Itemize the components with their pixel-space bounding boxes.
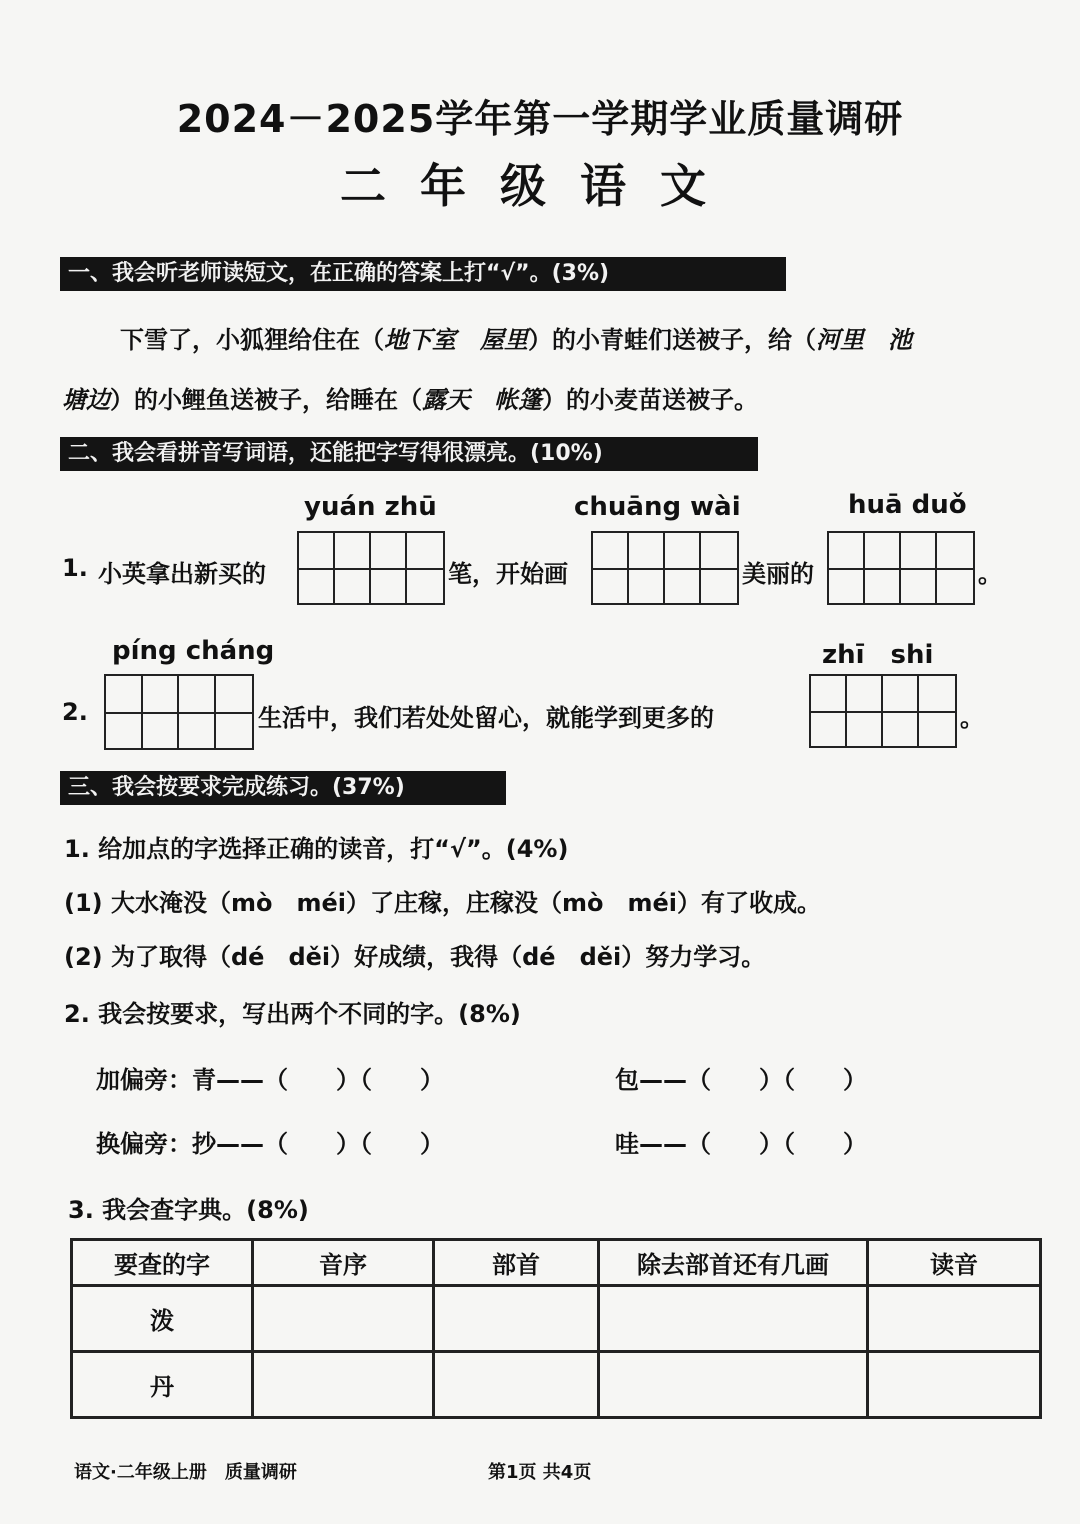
answer-cell[interactable] bbox=[868, 1352, 1041, 1418]
table-header: 音序 bbox=[253, 1240, 434, 1286]
grid-cell[interactable] bbox=[143, 676, 180, 748]
s3-q2-swap-left: 换偏旁：抄——（ ）（ ） bbox=[96, 1130, 444, 1158]
s3-q2-add-left: 加偏旁：青——（ ）（ ） bbox=[96, 1066, 444, 1094]
table-row bbox=[72, 1352, 1041, 1418]
choice-3: 露天 帐篷 bbox=[422, 385, 542, 414]
dictionary-table bbox=[70, 1238, 1042, 1419]
grid-cell[interactable] bbox=[811, 676, 847, 746]
write-grid-chuangwai[interactable] bbox=[591, 531, 739, 605]
table-cell: 泼 bbox=[72, 1286, 253, 1352]
section1-line2-b: ）的小麦苗送被子。 bbox=[542, 386, 758, 414]
s3-q1-item1: (1) 大水淹没（mò méi）了庄稼，庄稼没（mò méi）有了收成。 bbox=[64, 889, 822, 917]
answer-cell[interactable] bbox=[599, 1286, 868, 1352]
pinyin-huaduo: huā duǒ bbox=[848, 490, 967, 520]
grid-cell[interactable] bbox=[179, 676, 216, 748]
section1-line1-a: 下雪了，小狐狸给住在（ bbox=[120, 326, 384, 354]
write-grid-yuanzhu[interactable] bbox=[297, 531, 445, 605]
answer-cell[interactable] bbox=[868, 1286, 1041, 1352]
grid-cell[interactable] bbox=[299, 533, 335, 603]
section1-line2 bbox=[62, 380, 758, 415]
answer-cell[interactable] bbox=[434, 1286, 599, 1352]
table-header: 除去部首还有几画 bbox=[599, 1240, 868, 1286]
section1-line2-a: ）的小鲤鱼送被子，给睡在（ bbox=[110, 386, 422, 414]
grid-cell[interactable] bbox=[829, 533, 865, 603]
s3-q2-add-right: 包——（ ）（ ） bbox=[615, 1066, 867, 1094]
answer-cell[interactable] bbox=[253, 1352, 434, 1418]
footer-left: 语文·二年级上册 质量调研 bbox=[74, 1462, 297, 1483]
q2-end: 。 bbox=[960, 704, 984, 732]
write-grid-zhishi[interactable] bbox=[809, 674, 957, 748]
grid-cell[interactable] bbox=[847, 676, 883, 746]
grid-cell[interactable] bbox=[901, 533, 937, 603]
pinyin-yuanzhu: yuán zhū bbox=[304, 492, 437, 522]
q1-text-a: 小英拿出新买的 bbox=[98, 560, 266, 588]
q1-end: 。 bbox=[978, 560, 1002, 588]
grid-cell[interactable] bbox=[919, 676, 955, 746]
s3-q1-title: 1. 给加点的字选择正确的读音，打“√”。(4%) bbox=[64, 835, 569, 863]
pinyin-pingchang: píng cháng bbox=[112, 636, 275, 666]
grid-cell[interactable] bbox=[665, 533, 701, 603]
grid-cell[interactable] bbox=[216, 676, 253, 748]
page-number: 第1页 共4页 bbox=[488, 1462, 592, 1483]
exam-title: 2024－2025学年第一学期学业质量调研 bbox=[176, 97, 904, 141]
q1-text-b: 笔，开始画 bbox=[448, 560, 568, 588]
q2-number: 2. bbox=[62, 698, 88, 726]
grid-cell[interactable] bbox=[701, 533, 737, 603]
choice-1: 地下室 屋里 bbox=[384, 325, 528, 354]
grid-cell[interactable] bbox=[629, 533, 665, 603]
table-header: 部首 bbox=[434, 1240, 599, 1286]
s3-q3-title: 3. 我会查字典。(8%) bbox=[68, 1196, 309, 1224]
exam-subtitle: 二年级语文 bbox=[340, 159, 740, 213]
choice-2a: 河里 池 bbox=[816, 325, 912, 354]
q2-text-a: 生活中，我们若处处留心，就能学到更多的 bbox=[258, 704, 714, 732]
section2-heading: 二、我会看拼音写词语，还能把字写得很漂亮。(10%) bbox=[60, 437, 758, 471]
grid-cell[interactable] bbox=[335, 533, 371, 603]
section1-heading: 一、我会听老师读短文，在正确的答案上打“√”。(3%) bbox=[60, 257, 786, 291]
choice-2b: 塘边 bbox=[62, 385, 110, 414]
answer-cell[interactable] bbox=[434, 1352, 599, 1418]
s3-q2-swap-right: 哇——（ ）（ ） bbox=[615, 1130, 867, 1158]
grid-cell[interactable] bbox=[371, 533, 407, 603]
section3-heading: 三、我会按要求完成练习。(37%) bbox=[60, 771, 506, 805]
grid-cell[interactable] bbox=[106, 676, 143, 748]
s3-q1-item2: (2) 为了取得（dé děi）好成绩，我得（dé děi）努力学习。 bbox=[64, 943, 766, 971]
table-header-row bbox=[72, 1240, 1041, 1286]
table-header: 读音 bbox=[868, 1240, 1041, 1286]
answer-cell[interactable] bbox=[253, 1286, 434, 1352]
answer-cell[interactable] bbox=[599, 1352, 868, 1418]
q1-number: 1. bbox=[62, 554, 88, 582]
pinyin-chuangwai: chuāng wài bbox=[574, 492, 741, 522]
table-cell: 丹 bbox=[72, 1352, 253, 1418]
pinyin-zhishi: zhī shi bbox=[822, 640, 934, 670]
grid-cell[interactable] bbox=[407, 533, 443, 603]
write-grid-huaduo[interactable] bbox=[827, 531, 975, 605]
section1-line1-b: ）的小青蛙们送被子，给（ bbox=[528, 326, 816, 354]
q1-text-c: 美丽的 bbox=[742, 560, 814, 588]
table-row bbox=[72, 1286, 1041, 1352]
write-grid-pingchang[interactable] bbox=[104, 674, 254, 750]
grid-cell[interactable] bbox=[937, 533, 973, 603]
section1-line1 bbox=[120, 320, 912, 355]
grid-cell[interactable] bbox=[883, 676, 919, 746]
grid-cell[interactable] bbox=[593, 533, 629, 603]
table-header: 要查的字 bbox=[72, 1240, 253, 1286]
grid-cell[interactable] bbox=[865, 533, 901, 603]
s3-q2-title: 2. 我会按要求，写出两个不同的字。(8%) bbox=[64, 1000, 521, 1028]
